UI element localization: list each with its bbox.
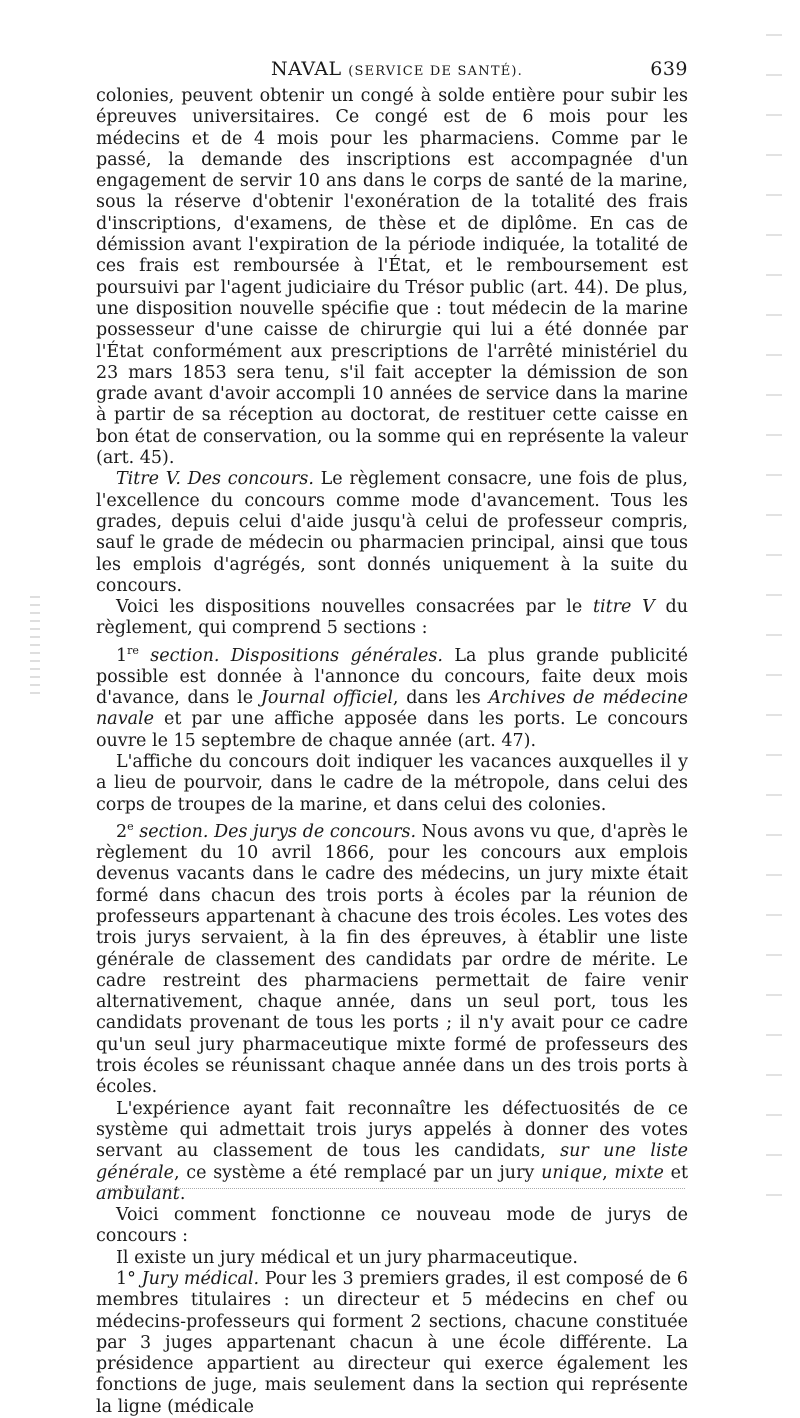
italic-text: sur une liste générale bbox=[96, 1141, 688, 1183]
italic-text: Journal officiel bbox=[260, 688, 393, 709]
text-run: du règlement, qui comprend 5 sections : bbox=[96, 597, 688, 639]
italic-text: Jury médical. bbox=[141, 1268, 260, 1289]
running-header bbox=[96, 58, 688, 84]
text-run: La plus grande publicité possible est donnée à l'annonce du concours, faite deux mois d'avance, dans le bbox=[96, 645, 688, 709]
running-title bbox=[271, 58, 523, 80]
paragraph bbox=[96, 86, 688, 469]
text-run: , dans les bbox=[392, 688, 489, 709]
text-run: Voici les dispositions nouvelles consacrées par le bbox=[116, 597, 593, 618]
body-text bbox=[96, 86, 688, 1418]
italic-text: section. Des jurys de concours. bbox=[133, 821, 417, 842]
text-run: L'affiche du concours doit indiquer les vacances auxquelles il y a lieu de pourvoir, dans le cadre de la métropole, dans celui des corps de troupes de la marine, et dans celui des colonies. bbox=[96, 752, 688, 815]
italic-text: titre V bbox=[592, 597, 655, 618]
text-run: Le règlement consacre, une fois de plus, l'excellence du concours comme mode d'avancement. Tous les grades, depuis celui d'aide jusqu'à celui de professeur compris, sauf le grade de médecin ou pharmacien principal, ainsi que tous les emplois d'agrégés, sont donnés uniquement à la suite du concours. bbox=[96, 469, 688, 596]
text-run: . bbox=[179, 1183, 186, 1204]
text-run: et par une affiche apposée dans les ports. Le concours ouvre le 15 septembre de chaque année (art. 47). bbox=[96, 709, 688, 751]
italic-text: Titre V. Des concours. bbox=[116, 469, 314, 490]
paragraph bbox=[96, 597, 688, 640]
text-run: 2 bbox=[116, 821, 128, 842]
left-margin-marks bbox=[30, 590, 40, 700]
text-run: Voici comment fonctionne ce nouveau mode de jurys de concours : bbox=[96, 1205, 688, 1247]
italic-text: Archives de médecine navale bbox=[96, 688, 688, 730]
italic-text: unique bbox=[541, 1162, 603, 1183]
text-run: colonies, peuvent obtenir un congé à solde entière pour subir les épreuves universitaires. Ce congé est de 6 mois pour les médecins et de 4 mois pour les pharmaciens. Comme par le passé, la demande des inscriptions est accompagnée d'un engagement de servir 10 ans dans le corps de santé de la marine, sous la réserve d'obtenir l'exonération de la totalité des frais d'inscriptions, d'examens, de thèse et de diplôme. En cas de démission avant l'expiration de la période indiquée, la totalité de ces frais est remboursée à l'État, et le remboursement est poursuivi par l'agent judiciaire du Trésor public (art. 44). De plus, une disposition nouvelle spécifie que : tout médecin de la marine possesseur d'une caisse de chirurgie qui lui a été donnée par l'État conformément aux prescriptions de l'arrêté ministériel du 23 mars 1853 sera tenu, s'il fait accepter la démission de son grade avant d'avoir accompli 10 années de service dans la marine à partir de sa réception au doctorat, de restituer cette caisse en bon état de conservation, ou la somme qui en représente la valeur (art. 45). bbox=[96, 86, 688, 469]
text-run: , ce système a été remplacé par un jury bbox=[173, 1162, 542, 1183]
text-run: 1 bbox=[116, 645, 128, 666]
text-run: Nous avons vu que, d'après le règlement du 10 avril 1866, pour les concours aux emplois devenus vacants dans le cadre des médecins, un jury mixte était formé dans chacun des trois ports à écoles par la réunion de professeurs appartenant à chacune des trois écoles. Les votes des trois jurys servaient, à la fin des épreuves, à établir une liste générale de classement des candidats par ordre de mérite. Le cadre restreint des pharmaciens permettait de faire venir alternativement, chaque année, dans un seul port, tous les candidats provenant de tous les ports ; il n'y avait pour ce cadre qu'un seul jury pharmaceutique mixte formé de professeurs des trois écoles se réunissant chaque année dans un des trois ports à écoles. bbox=[96, 821, 688, 1098]
text-run: Pour les 3 premiers grades, il est composé de 6 membres titulaires : un directeur et 5 médecins en chef ou médecins-professeurs qui forment 2 sections, chacune constituée par 3 juges appartenant chacun à une école différente. La présidence appartient au directeur qui exerce également les fonctions de juge, mais seulement dans la section qui représente la ligne (médicale bbox=[96, 1268, 689, 1417]
paragraph bbox=[96, 752, 688, 816]
text-run: e bbox=[127, 819, 134, 833]
text-run: 1° bbox=[116, 1268, 142, 1289]
italic-text: section. Dispositions générales. bbox=[138, 645, 443, 666]
paragraph bbox=[96, 469, 688, 597]
italic-text: mixte bbox=[614, 1162, 664, 1183]
text-run: Il existe un jury médical et un jury pharmaceutique. bbox=[116, 1247, 578, 1268]
page-number: 639 bbox=[650, 58, 688, 80]
paragraph bbox=[96, 640, 688, 752]
text-run: , bbox=[602, 1162, 615, 1183]
paragraph bbox=[96, 1269, 688, 1418]
text-run: L'expérience ayant fait reconnaître les défectuosités de ce système qui admettait trois jurys appelés à donner des votes servant au classement de tous les candidats, bbox=[96, 1098, 688, 1162]
running-title-main: NAVAL bbox=[271, 58, 342, 80]
footer-rule bbox=[105, 1188, 685, 1189]
paragraph bbox=[96, 1099, 688, 1205]
text-run: et bbox=[663, 1162, 688, 1183]
right-margin-marks bbox=[766, 20, 782, 1200]
running-title-sub: (SERVICE DE SANTÉ). bbox=[348, 64, 523, 79]
paragraph bbox=[96, 1248, 688, 1269]
paragraph bbox=[96, 816, 688, 1099]
italic-text: ambulant bbox=[96, 1183, 180, 1204]
paragraph bbox=[96, 1205, 688, 1248]
text-run: re bbox=[127, 643, 139, 657]
